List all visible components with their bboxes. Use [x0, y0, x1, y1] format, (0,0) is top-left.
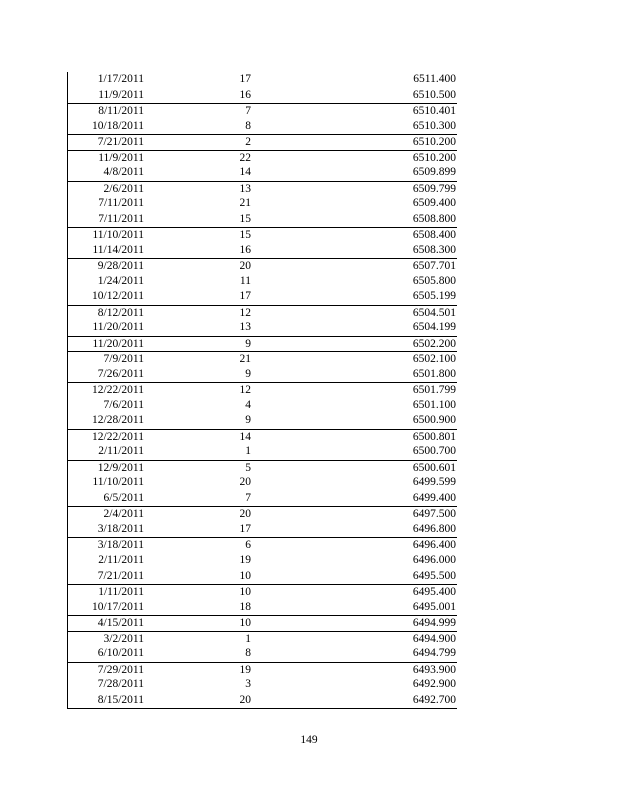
count-cell: 20: [239, 476, 251, 489]
table-row: [68, 398, 457, 414]
date-cell: 12/9/2011: [97, 461, 144, 474]
value-cell: 6500.601: [412, 461, 456, 474]
value-cell: 6504.501: [412, 306, 456, 319]
count-cell: 22: [239, 151, 251, 164]
table-row: [68, 165, 457, 181]
table-row: [68, 305, 457, 321]
table-row: [68, 72, 457, 88]
value-cell: 6507.701: [412, 260, 456, 273]
table-row: [68, 351, 457, 367]
count-cell: 19: [239, 663, 251, 676]
count-cell: 17: [239, 290, 251, 303]
date-cell: 12/22/2011: [92, 430, 144, 443]
count-cell: 21: [239, 353, 251, 366]
date-cell: 2/4/2011: [103, 508, 144, 521]
value-cell: 6495.001: [412, 600, 456, 613]
value-cell: 6502.100: [412, 353, 456, 366]
table-row: [68, 600, 457, 616]
table-row: [68, 274, 457, 290]
value-cell: 6496.400: [412, 539, 456, 552]
table-row: [68, 460, 457, 476]
count-cell: 20: [239, 693, 251, 706]
count-cell: 20: [239, 508, 251, 521]
date-cell: 7/21/2011: [97, 569, 144, 582]
date-cell: 11/9/2011: [98, 151, 144, 164]
count-cell: 1: [245, 632, 251, 645]
date-cell: 2/6/2011: [103, 182, 144, 195]
value-cell: 6501.800: [412, 367, 456, 380]
table-row: [68, 413, 457, 429]
table-row: [68, 134, 457, 150]
value-cell: 6492.900: [412, 678, 456, 691]
value-cell: 6504.199: [412, 321, 456, 334]
table-row: [68, 569, 457, 585]
value-cell: 6510.401: [412, 105, 456, 118]
table-row: [68, 615, 457, 631]
count-cell: 13: [239, 321, 251, 334]
date-cell: 7/21/2011: [97, 136, 144, 149]
date-cell: 9/28/2011: [97, 260, 144, 273]
count-cell: 18: [239, 600, 251, 613]
value-cell: 6511.400: [413, 73, 456, 85]
date-cell: 8/15/2011: [97, 693, 144, 706]
date-cell: 4/15/2011: [97, 617, 144, 630]
table-row: [68, 212, 457, 228]
date-cell: 7/9/2011: [103, 353, 144, 366]
data-table: [67, 72, 457, 709]
count-cell: 19: [239, 553, 251, 566]
count-cell: 13: [239, 182, 251, 195]
value-cell: 6494.900: [412, 632, 456, 645]
table-row: [68, 646, 457, 662]
date-cell: 10/17/2011: [92, 600, 144, 613]
table-row: [68, 475, 457, 491]
table-row: [68, 150, 457, 166]
date-cell: 2/11/2011: [98, 445, 144, 458]
date-cell: 3/18/2011: [97, 522, 144, 535]
count-cell: 12: [239, 306, 251, 319]
table-row: [68, 367, 457, 383]
count-cell: 6: [245, 539, 251, 552]
value-cell: 6508.300: [412, 243, 456, 256]
date-cell: 11/10/2011: [92, 229, 144, 242]
value-cell: 6510.200: [412, 151, 456, 164]
count-cell: 17: [239, 522, 251, 535]
value-cell: 6499.599: [412, 476, 456, 489]
value-cell: 6497.500: [412, 508, 456, 521]
date-cell: 8/12/2011: [97, 306, 144, 319]
value-cell: 6509.799: [412, 182, 456, 195]
date-cell: 3/2/2011: [103, 632, 144, 645]
value-cell: 6495.400: [412, 586, 456, 599]
date-cell: 7/29/2011: [97, 663, 144, 676]
table-row: [68, 227, 457, 243]
table-row: [68, 506, 457, 522]
count-cell: 2: [245, 136, 251, 149]
count-cell: 16: [239, 243, 251, 256]
count-cell: 8: [245, 119, 251, 132]
count-cell: 14: [239, 430, 251, 443]
table-row: [68, 537, 457, 553]
count-cell: 21: [239, 197, 251, 210]
value-cell: 6500.900: [412, 414, 456, 427]
date-cell: 7/11/2011: [98, 197, 144, 210]
table-row: [68, 429, 457, 445]
value-cell: 6502.200: [412, 337, 456, 350]
value-cell: 6510.200: [412, 136, 456, 149]
date-cell: 7/28/2011: [97, 678, 144, 691]
table-row: [68, 119, 457, 135]
table-row: [68, 584, 457, 600]
date-cell: 7/26/2011: [97, 367, 144, 380]
value-cell: 6496.000: [412, 553, 456, 566]
table-row: [68, 553, 457, 569]
date-cell: 11/20/2011: [92, 321, 144, 334]
value-cell: 6500.801: [412, 430, 456, 443]
count-cell: 15: [239, 229, 251, 242]
date-cell: 11/10/2011: [92, 476, 144, 489]
table-row: [68, 320, 457, 336]
date-cell: 2/11/2011: [98, 553, 144, 566]
date-cell: 1/24/2011: [97, 274, 144, 287]
count-cell: 10: [239, 569, 251, 582]
value-cell: 6510.300: [412, 119, 456, 132]
count-cell: 8: [245, 647, 251, 660]
value-cell: 6499.400: [412, 491, 456, 504]
table-row: [68, 88, 457, 104]
value-cell: 6509.899: [412, 166, 456, 179]
table-row: [68, 382, 457, 398]
date-cell: 1/17/2011: [97, 73, 144, 85]
count-cell: 17: [239, 73, 251, 85]
table-row: [68, 522, 457, 538]
value-cell: 6501.100: [412, 398, 456, 411]
date-cell: 12/22/2011: [92, 384, 144, 397]
count-cell: 14: [239, 166, 251, 179]
table-row: [68, 693, 457, 709]
count-cell: 10: [239, 617, 251, 630]
value-cell: 6508.800: [412, 212, 456, 225]
table-row: [68, 181, 457, 197]
table-row: [68, 336, 457, 352]
value-cell: 6501.799: [412, 384, 456, 397]
table-row: [68, 662, 457, 678]
count-cell: 7: [245, 491, 251, 504]
value-cell: 6505.800: [412, 274, 456, 287]
value-cell: 6510.500: [412, 88, 456, 101]
date-cell: 12/28/2011: [92, 414, 144, 427]
value-cell: 6505.199: [412, 290, 456, 303]
date-cell: 11/9/2011: [98, 88, 144, 101]
table-row: [68, 289, 457, 305]
table-row: [68, 677, 457, 693]
count-cell: 16: [239, 88, 251, 101]
date-cell: 6/5/2011: [103, 491, 144, 504]
date-cell: 7/6/2011: [103, 398, 144, 411]
count-cell: 9: [245, 414, 251, 427]
count-cell: 10: [239, 586, 251, 599]
value-cell: 6494.999: [412, 617, 456, 630]
table-row: [68, 103, 457, 119]
value-cell: 6493.900: [412, 663, 456, 676]
count-cell: 12: [239, 384, 251, 397]
table-row: [68, 258, 457, 274]
value-cell: 6509.400: [412, 197, 456, 210]
date-cell: 10/18/2011: [92, 119, 144, 132]
value-cell: 6492.700: [412, 693, 456, 706]
date-cell: 8/11/2011: [98, 105, 144, 118]
table-row: [68, 243, 457, 259]
count-cell: 20: [239, 260, 251, 273]
count-cell: 4: [245, 398, 251, 411]
count-cell: 15: [239, 212, 251, 225]
table-row: [68, 196, 457, 212]
count-cell: 7: [245, 105, 251, 118]
date-cell: 6/10/2011: [97, 647, 144, 660]
count-cell: 5: [245, 461, 251, 474]
date-cell: 11/14/2011: [92, 243, 144, 256]
date-cell: 1/11/2011: [98, 586, 144, 599]
table-row: [68, 444, 457, 460]
count-cell: 9: [245, 367, 251, 380]
count-cell: 9: [245, 337, 251, 350]
date-cell: 4/8/2011: [103, 166, 144, 179]
date-cell: 10/12/2011: [92, 290, 144, 303]
page-number: 149: [300, 734, 318, 746]
value-cell: 6500.700: [412, 445, 456, 458]
value-cell: 6495.500: [412, 569, 456, 582]
value-cell: 6494.799: [412, 647, 456, 660]
count-cell: 1: [245, 445, 251, 458]
count-cell: 3: [245, 678, 251, 691]
table-row: [68, 491, 457, 507]
count-cell: 11: [239, 274, 251, 287]
value-cell: 6508.400: [412, 229, 456, 242]
value-cell: 6496.800: [412, 522, 456, 535]
table-row: [68, 631, 457, 647]
date-cell: 11/20/2011: [92, 337, 144, 350]
date-cell: 3/18/2011: [97, 539, 144, 552]
date-cell: 7/11/2011: [98, 212, 144, 225]
